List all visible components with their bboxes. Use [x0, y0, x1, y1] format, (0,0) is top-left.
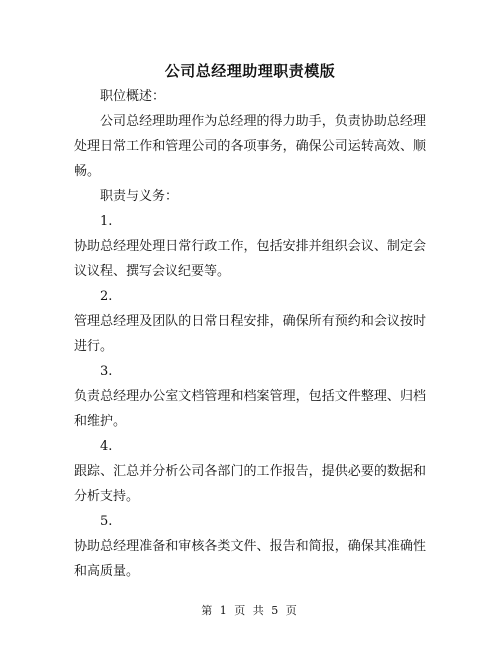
page-number-footer: 第 1 页 共 5 页: [201, 604, 299, 617]
document-title: 公司总经理助理职责模版: [164, 62, 336, 80]
duty-text: 负责总经理办公室文档管理和档案管理，包括文件整理、归档和维护。: [74, 389, 426, 429]
duty-text: 跟踪、汇总并分析公司各部门的工作报告，提供必要的数据和分析支持。: [74, 464, 426, 504]
overview-heading: 职位概述：: [100, 89, 166, 104]
duty-number: 2.: [100, 289, 113, 304]
duty-text: 协助总经理处理日常行政工作，包括安排并组织会议、制定会议议程、撰写会议纪要等。: [74, 239, 426, 279]
document-body: [74, 84, 426, 584]
duty-number: 1.: [100, 214, 113, 229]
duty-text: 协助总经理准备和审核各类文件、报告和简报，确保其准确性和高质量。: [74, 539, 426, 579]
duty-text: 管理总经理及团队的日常日程安排，确保所有预约和会议按时进行。: [74, 314, 426, 354]
duties-heading: 职责与义务：: [100, 189, 179, 204]
duty-number: 5.: [100, 514, 113, 529]
duty-number: 3.: [100, 364, 113, 379]
overview-paragraph: 公司总经理助理作为总经理的得力助手，负责协助总经理处理日常工作和管理公司的各项事务，确保公司运转高效、顺畅。: [74, 114, 426, 179]
duty-number: 4.: [100, 439, 113, 454]
